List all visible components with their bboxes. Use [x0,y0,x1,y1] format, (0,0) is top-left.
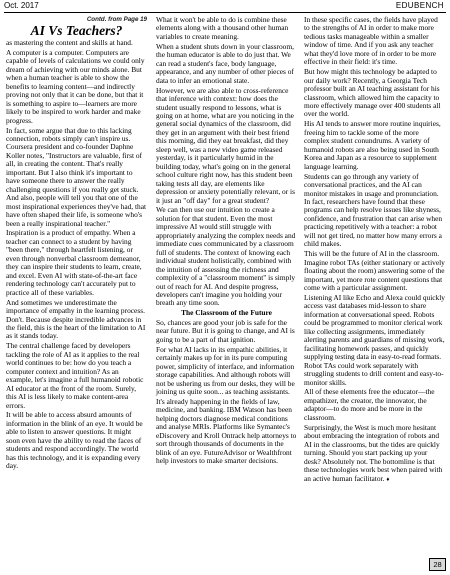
paragraph: Inspiration is a product of empathy. When a teacher can connect to a student by having "been there," through heartfelt listening, or even through nonverbal classroom demeanor, they can inspire their students to learn, create, and excel. Even AI with state-of-the-art face rendering technology can't accurately put to practice all of these variables. [6,228,142,297]
page-number: 28 [429,558,446,571]
column-1 [6,16,147,472]
page-header [0,0,450,12]
paragraph: And sometimes we underestimate the importance of empathy in the learning process. Don't. Because despite incredible advances in the field, this is the heart of the limitation to AI as it stands today. [6,297,146,341]
paragraph-final [304,424,445,484]
article-title: AI Vs Teachers? [30,23,123,38]
paragraph: The central challenge faced by developers tackling the role of AI as it applies to the real world continues to be: how do you teach a computer context and intuition? As an example, let's imagine a full humanoid robotic AI educator at the front of the room. Surely, this AI is less likely to make content-area errors. [6,341,144,410]
continued-note: Contd. from Page 19 [86,16,147,23]
paragraph: But how might this technology be adapted to our daily work? Recently, a Georgia Tech professor built an AI teaching assistant for his classroom, which allowed him the capacity to more effectively manage over 400 students all over the world. [304,67,441,119]
paragraph: However, we are also able to cross-reference that inference with context: how does the student usually respond to lessons, what is going on at home, what are you noticing in the general social dynamics of the classroom, did they get in an argument with their best friend this morning, did they eat breakfast, did they sleep well, was a new video game released yesterday, is it particularly humid in the building today, what's going on in the general school culture right now, has this student been taking tests all day, are elements like depression or anxiety potentially relevant, or is it just an "off day" for a great student? [156,85,295,205]
paragraph: This will be the future of AI in the classroom. Imagine robot TAs (either stationary or actively floating about the room) answering some of the important, yet more rote content questions that come with a particular assignment. [304,249,445,293]
paragraph: Students can go through any variety of conversational practices, and the AI can monitor mistakes in usage and pronunciation. In fact, researchers have found that these programs can help resolve issues like shyness, confidence, and frustration that can arise when practicing repetitively with a teacher: a robot will not get tired, no matter how many errors a child makes. [304,171,443,249]
paragraph: All of these elements free the educator—the empathizer, the creator, the innovator, the adaptor—to do more and be more in the classroom. [304,387,435,422]
paragraph: So, chances are good your job is safe for the near future. But it is going to change, and AI is going to be a part of that ignition. [156,317,295,344]
paragraph-final-text: Surprisingly, the West is much more hesitant about embracing the integration of robots and AI in the classrooms, but the tides are quickly turning. Should you start packing up your desk? Absolutely not. The bottomline is that these technologies work best when paired with an active human facilitator. [304,422,443,483]
paragraph: We can then use our intuition to create a solution for that student. Even the most impressive AI would still struggle with appropriately analyzing the complex needs and immediate cues communicated by a classroom full of students. The context of knowing each individual student holistically, combined with the intuition of assessing the richness and complexity of a "classroom moment" is simply out of reach for AI. And despite progress, developers can't imagine you holding your breath any time soon. [156,205,296,308]
publication-name: EDUBENCH [395,1,444,10]
paragraph: Listening AI like Echo and Alexa could quickly access vast databases mid-lesson to share information at conversational speed. Robots could be programmed to monitor clerical work like collecting assignments, immediately alerting parents and guardians of missing work, facilitating homework passes, and quickly supplying testing data in easy-to-read formats. Robot TAs could work separately with struggling students to drill content and easy-to-monitor skills. [304,293,446,387]
paragraph: It will be able to access absurd amounts of information in the blink of an eye. It would be able to listen to answer questions. It might soon even have the ability to read the faces of students and respond accordingly. The world has this technology, and it is expanding every day. [6,410,143,471]
issue-date: Oct. 2017 [4,1,39,10]
column-3 [304,16,445,485]
section-subheading: The Classroom of the Future [181,308,272,318]
paragraph: In fact, some argue that due to this lacking connection, robots simply can't inspire us. Coursera president and co-founder Daphne Koller notes, "Instructors are valuable, first of all, in creating the content. That's really important. But I also think it's important to have someone there to answer the really challenging questions if you really get stuck. And also, people will tell you that one of the most inspirational experiences they've had, that have often shaped their life, is someone who's been a really inspirational teacher." [6,125,147,228]
paragraph: What it won't be able to do is combine these elements along with a thousand other human variables to create meaning. [156,15,289,41]
paragraph: as mastering the content and skills at hand. [6,38,133,47]
paragraph: A computer is a computer. Computers are capable of levels of calculations we could only dream of achieving with our minds alone. But when a human teacher is able to show the benefits to learning content—and indirectly proving not only that it can be done, but that it is something to aspire to—learners are more likely to be inspired to work harder and make progress. [6,47,145,125]
paragraph: In these specific cases, the fields have played to the strengths of AI in order to make more tedious tasks manageable within a smaller window of time. And if you ask any teacher what they'd love more of in order to be more effective in their field: it's time. [304,15,438,67]
paragraph: It's already happening in the fields of law, medicine, and banking. IBM Watson has been helping doctors diagnose medical conditions and analyse MRIs. Platforms like Symantec's eDiscovery and Kroll Ontrack help attorneys to sort through thousands of documents in the blink of an eye. FutureAdvisor or Wealthfront help investors to make smarter decisions. [156,396,297,466]
end-of-article-mark: ♦ [386,476,390,483]
paragraph: When a student shuts down in your classroom, the human educator is able to do just that. We can read a student's face, body language, appearance, and any number of other pieces of data to infer an emotional state. [156,41,294,85]
paragraph: His AI tends to answer more routine inquiries, freeing him to tackle some of the more complex student conundrums. A variety of humanoid robots are also being used in South Korea and Japan as a resource to supplement language learning. [304,119,441,171]
header-rule [4,12,446,13]
paragraph: For what AI lacks in its empathic abilities, it certainly makes up for in its pure computing power, simplicity of interface, and information storage capabilities. And although robots will not be ushering us from our desks, they will be joining us quite soon... as teaching assistants. [156,344,295,396]
column-2 [156,16,297,467]
